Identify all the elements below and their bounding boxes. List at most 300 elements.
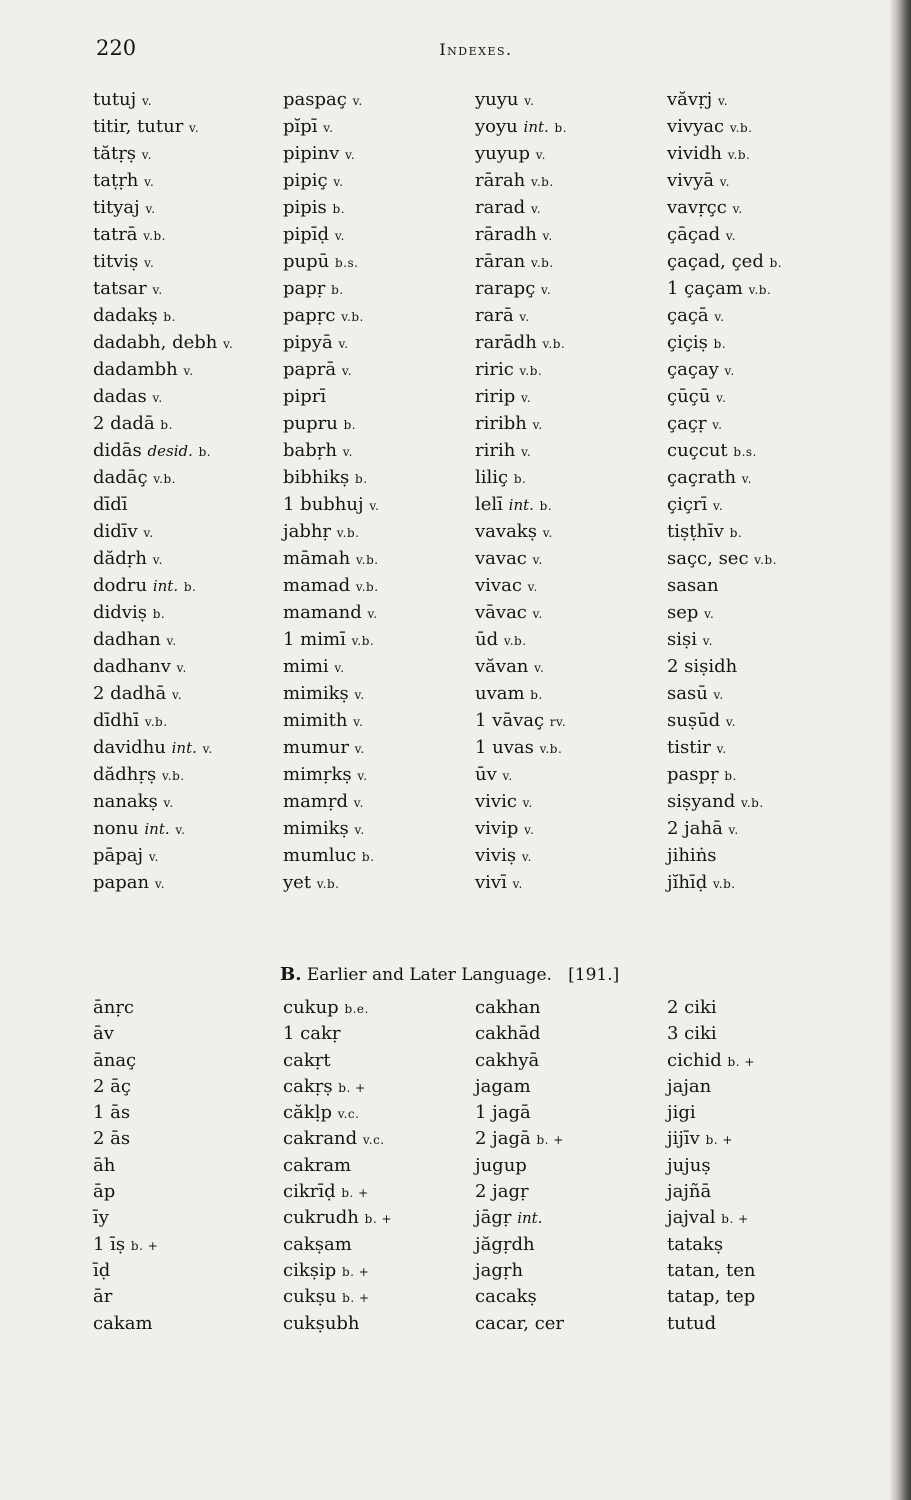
entry-source-mark: v. — [141, 148, 152, 162]
entry-source-mark: v. — [352, 94, 363, 108]
entry-word: sasū — [667, 683, 708, 704]
entry-source-mark: b.s. — [733, 445, 757, 459]
sec1-column-2 — [283, 86, 379, 896]
index-entry — [93, 707, 233, 734]
index-entry — [283, 680, 379, 707]
index-entry — [475, 869, 567, 896]
page-edge-shadow — [889, 0, 911, 1500]
entry-source-mark: v. — [341, 364, 353, 378]
entry-word: viviṣ — [475, 845, 517, 866]
index-entry — [93, 302, 233, 329]
entry-source-mark: v. — [141, 94, 153, 108]
entry-word: tatap, tep — [667, 1286, 756, 1308]
entry-italic-note: int. — [517, 1209, 543, 1228]
entry-source-mark: b. — [343, 418, 357, 432]
entry-word: jagam — [475, 1075, 531, 1097]
entry-word: pipyā — [283, 332, 333, 353]
entry-word: 2 jagṛ — [475, 1181, 529, 1203]
entry-source-mark: v.b. — [531, 175, 554, 189]
entry-word: mamand — [283, 602, 362, 623]
entry-word: pāpaj — [93, 845, 144, 866]
index-entry — [475, 1311, 564, 1337]
entry-source-mark: v. — [534, 661, 545, 675]
index-entry — [93, 653, 233, 680]
entry-source-mark: v. — [323, 121, 334, 135]
entry-word: jabhṛ — [283, 521, 332, 542]
index-entry — [667, 86, 782, 113]
entry-word: paprā — [283, 359, 337, 380]
entry-word: papan — [93, 872, 150, 893]
index-entry — [475, 1284, 564, 1310]
entry-source-mark: v.b. — [748, 283, 772, 297]
index-entry — [283, 275, 379, 302]
index-entry — [475, 1232, 564, 1258]
entry-word: dīdhī — [93, 710, 140, 731]
entry-word: ririh — [475, 440, 516, 461]
entry-source-mark: v.b. — [351, 634, 375, 648]
index-entry — [93, 680, 233, 707]
entry-source-mark: b. — [183, 580, 197, 594]
index-entry — [475, 1021, 564, 1047]
index-entry — [475, 167, 567, 194]
entry-word: vavakṣ — [475, 521, 537, 542]
entry-word: pupru — [283, 413, 338, 434]
index-entry — [283, 464, 379, 491]
entry-source-mark: v. — [704, 607, 715, 621]
entry-word: dădṛh — [93, 548, 147, 569]
entry-source-mark: v. — [713, 688, 724, 702]
entry-source-mark: b. + — [342, 1264, 370, 1279]
index-entry — [283, 248, 379, 275]
index-entry — [667, 464, 782, 491]
entry-source-mark: v.b. — [144, 715, 168, 729]
index-entry — [283, 1100, 392, 1126]
index-entry — [667, 491, 782, 518]
entry-word: cukrudh — [283, 1207, 359, 1229]
entry-word: mumluc — [283, 845, 357, 866]
entry-source-mark: v.b. — [542, 337, 566, 351]
index-entry — [283, 410, 379, 437]
entry-word: mimṛkṣ — [283, 764, 352, 785]
entry-source-mark: v. — [354, 742, 365, 756]
index-entry — [283, 491, 379, 518]
index-entry — [475, 275, 567, 302]
entry-source-mark: v. — [163, 796, 174, 810]
entry-word: pipis — [283, 197, 327, 218]
entry-word: rārah — [475, 170, 526, 191]
entry-word: liliç — [475, 467, 509, 488]
entry-word: cakṛt — [283, 1049, 331, 1071]
entry-word: pipiç — [283, 170, 328, 191]
index-entry — [93, 464, 233, 491]
running-head: Indexes. — [439, 40, 513, 59]
index-entry — [475, 1048, 564, 1074]
entry-word: siṣi — [667, 629, 697, 650]
index-entry — [667, 626, 782, 653]
entry-source-mark: v. — [535, 148, 546, 162]
index-entry — [475, 599, 567, 626]
entry-word: yuyu — [475, 89, 519, 110]
entry-word: 2 jagā — [475, 1128, 531, 1150]
sec1-column-4 — [667, 86, 782, 896]
index-entry — [475, 329, 567, 356]
index-entry — [93, 194, 233, 221]
entry-word: tutud — [667, 1312, 717, 1334]
entry-source-mark: v. — [334, 661, 345, 675]
index-entry — [667, 842, 782, 869]
index-entry — [93, 356, 233, 383]
entry-source-mark: v. — [741, 472, 752, 486]
entry-source-mark: b.s. — [334, 256, 359, 270]
entry-source-mark: v.b. — [341, 310, 364, 324]
entry-word: dadāç — [93, 467, 148, 488]
entry-source-mark: v. — [334, 229, 345, 243]
entry-source-mark: v. — [520, 391, 532, 405]
index-entry — [475, 572, 567, 599]
index-entry — [667, 815, 782, 842]
page-number: 220 — [96, 36, 137, 60]
entry-source-mark: v.b. — [355, 553, 379, 567]
index-entry — [283, 1048, 392, 1074]
entry-word: īy — [93, 1207, 109, 1229]
index-entry — [667, 356, 782, 383]
entry-word: tatsar — [93, 278, 147, 299]
entry-source-mark: v. — [152, 391, 163, 405]
sec2-column-1 — [93, 995, 158, 1337]
entry-word: paspaç — [283, 89, 347, 110]
entry-word: çiçiṣ — [667, 332, 708, 353]
entry-word: văvan — [475, 656, 529, 677]
entry-source-mark: v. — [502, 769, 513, 783]
entry-word: ānaç — [93, 1049, 137, 1071]
entry-word: vivī — [475, 872, 507, 893]
entry-word: cuçcut — [667, 440, 728, 461]
entry-source-mark: v. — [530, 202, 542, 216]
entry-word: çaçad, çed — [667, 251, 764, 272]
entry-word: 2 siṣidh — [667, 656, 738, 677]
entry-word: mimikṣ — [283, 818, 349, 839]
entry-source-mark: v.c. — [362, 1133, 385, 1148]
entry-word: didīv — [93, 521, 138, 542]
entry-word: mamad — [283, 575, 351, 596]
index-entry — [667, 329, 782, 356]
index-entry — [667, 221, 782, 248]
entry-source-mark: v.b. — [712, 877, 736, 891]
entry-source-mark: v. — [338, 337, 349, 351]
index-entry — [475, 1100, 564, 1126]
index-entry — [667, 1284, 755, 1310]
entry-italic-note: int. — [152, 577, 179, 595]
entry-word: 1 ās — [93, 1102, 131, 1124]
entry-source-mark: v. — [223, 337, 234, 351]
entry-source-mark: v. — [718, 94, 729, 108]
index-entry — [667, 113, 782, 140]
entry-word: cakhād — [475, 1023, 541, 1045]
entry-source-mark: b. — [160, 418, 173, 432]
index-entry — [283, 1232, 392, 1258]
entry-word: rarad — [475, 197, 526, 218]
entry-word: căkḷp — [283, 1102, 332, 1124]
index-entry — [283, 599, 379, 626]
entry-italic-note: desid. — [147, 442, 193, 460]
entry-source-mark: v. — [542, 526, 553, 540]
entry-word: yoyu — [475, 116, 518, 137]
entry-source-mark: v. — [521, 445, 532, 459]
index-entry — [667, 167, 782, 194]
entry-word: cakram — [283, 1154, 352, 1176]
index-entry — [475, 680, 567, 707]
entry-word: āp — [93, 1181, 116, 1203]
index-entry — [475, 410, 567, 437]
index-entry — [93, 383, 233, 410]
entry-word: jugup — [475, 1154, 527, 1176]
entry-source-mark: v.b. — [539, 742, 563, 756]
entry-source-mark: v. — [345, 148, 356, 162]
entry-source-mark: v. — [152, 283, 163, 297]
entry-word: saçc, sec — [667, 548, 749, 569]
entry-source-mark: v.b. — [531, 256, 554, 270]
entry-word: lelī — [475, 494, 503, 515]
entry-word: tatan, ten — [667, 1259, 756, 1281]
entry-word: vivip — [475, 818, 519, 839]
entry-word: vavac — [475, 548, 527, 569]
index-entry — [283, 572, 379, 599]
index-entry — [667, 995, 755, 1021]
entry-word: rāradh — [475, 224, 537, 245]
index-entry — [475, 707, 567, 734]
index-entry — [93, 1048, 158, 1074]
entry-word: papṛ — [283, 278, 326, 299]
entry-word: çaçṛ — [667, 413, 707, 434]
index-entry — [475, 1126, 564, 1152]
entry-source-mark: b. — [163, 310, 176, 324]
entry-word: 3 ciki — [667, 1023, 717, 1045]
entry-source-mark: v. — [183, 364, 194, 378]
entry-source-mark: v. — [719, 175, 730, 189]
index-entry — [475, 653, 567, 680]
entry-word: rarapç — [475, 278, 536, 299]
entry-source-mark: b. + — [727, 1054, 755, 1069]
entry-word: 2 āç — [93, 1075, 131, 1097]
entry-source-mark: b. — [513, 472, 527, 486]
entry-italic-note: int. — [171, 739, 197, 757]
index-entry — [667, 788, 782, 815]
entry-word: tutuj — [93, 89, 137, 110]
entry-italic-note: int. — [523, 118, 549, 136]
index-entry — [93, 1021, 158, 1047]
entry-source-mark: v. — [522, 796, 533, 810]
index-entry — [93, 437, 233, 464]
index-entry — [667, 518, 782, 545]
entry-source-mark: b. + — [536, 1133, 564, 1148]
index-entry — [93, 761, 233, 788]
index-entry — [93, 140, 233, 167]
index-entry — [283, 194, 379, 221]
entry-word: çiçrī — [667, 494, 708, 515]
sec2-column-2 — [283, 995, 392, 1337]
index-entry — [93, 1153, 158, 1179]
index-entry — [475, 140, 567, 167]
index-entry — [667, 1074, 755, 1100]
entry-word: pĭpī — [283, 116, 318, 137]
index-entry — [667, 1048, 755, 1074]
index-entry — [283, 707, 379, 734]
index-entry — [93, 545, 233, 572]
entry-word: 1 jagā — [475, 1102, 531, 1124]
index-entry — [93, 995, 158, 1021]
index-entry — [667, 383, 782, 410]
entry-source-mark: v. — [357, 769, 368, 783]
index-entry — [93, 626, 233, 653]
entry-word: jajval — [667, 1207, 716, 1229]
entry-word: dīdī — [93, 494, 128, 515]
entry-word: piprī — [283, 386, 327, 407]
entry-word: tityaj — [93, 197, 140, 218]
entry-word: jajan — [667, 1075, 712, 1097]
index-entry — [283, 383, 379, 410]
index-entry — [667, 140, 782, 167]
index-entry — [667, 410, 782, 437]
sec2-column-3 — [475, 995, 564, 1337]
entry-word: 2 ās — [93, 1128, 131, 1150]
index-entry — [283, 1258, 392, 1284]
entry-source-mark: rv. — [549, 715, 567, 729]
entry-source-mark: b. + — [721, 1212, 749, 1227]
index-entry — [283, 221, 379, 248]
index-entry — [93, 491, 233, 518]
entry-source-mark: v. — [354, 823, 365, 837]
index-entry — [283, 734, 379, 761]
entry-word: rarā — [475, 305, 514, 326]
entry-word: nonu — [93, 818, 139, 839]
index-entry — [475, 1074, 564, 1100]
section-b-ref: [191.] — [568, 965, 620, 985]
entry-word: dădhṛṣ — [93, 764, 157, 785]
index-entry — [475, 1179, 564, 1205]
index-entry — [667, 545, 782, 572]
index-entry — [667, 437, 782, 464]
entry-word: 2 dadhā — [93, 683, 167, 704]
index-entry — [475, 491, 567, 518]
index-entry — [283, 1126, 392, 1152]
index-entry — [283, 518, 379, 545]
entry-source-mark: v.b. — [754, 553, 777, 567]
entry-word: siṣyand — [667, 791, 736, 812]
entry-source-mark: v. — [702, 634, 713, 648]
entry-word: jagṛh — [475, 1259, 524, 1281]
index-entry — [475, 248, 567, 275]
index-entry — [283, 437, 379, 464]
index-entry — [93, 1232, 158, 1258]
index-entry — [667, 761, 782, 788]
index-entry — [475, 1258, 564, 1284]
entry-source-mark: v.b. — [355, 580, 379, 594]
index-entry — [283, 1074, 392, 1100]
entry-source-mark: v. — [712, 418, 723, 432]
index-entry — [667, 599, 782, 626]
index-entry — [283, 356, 379, 383]
index-entry — [667, 572, 782, 599]
entry-word: taṭṛh — [93, 170, 139, 191]
index-entry — [283, 1021, 392, 1047]
index-entry — [667, 1232, 755, 1258]
entry-word: jāgṛ — [475, 1207, 512, 1229]
entry-word: 1 bubhuj — [283, 494, 364, 515]
index-entry — [93, 869, 233, 896]
entry-word: dadakṣ — [93, 305, 158, 326]
entry-word: 1 mimī — [283, 629, 346, 650]
entry-source-mark: v.b. — [336, 526, 360, 540]
entry-source-mark: v. — [353, 715, 364, 729]
entry-word: vividh — [667, 143, 722, 164]
entry-source-mark: b. — [769, 256, 783, 270]
entry-word: mimi — [283, 656, 329, 677]
entry-source-mark: v.b. — [316, 877, 340, 891]
entry-word: cikṣip — [283, 1259, 337, 1281]
index-entry — [667, 248, 782, 275]
entry-word: ūv — [475, 764, 497, 785]
entry-word: cakṣam — [283, 1233, 352, 1255]
index-entry — [93, 113, 233, 140]
entry-word: āv — [93, 1023, 114, 1045]
index-entry — [475, 995, 564, 1021]
entry-word: vivic — [475, 791, 517, 812]
entry-source-mark: v. — [521, 850, 532, 864]
entry-word: yuyup — [475, 143, 531, 164]
entry-source-mark: v.b. — [503, 634, 527, 648]
index-entry — [283, 626, 379, 653]
entry-word: didās — [93, 440, 142, 461]
entry-word: riribh — [475, 413, 527, 434]
entry-word: jĭhīḍ — [667, 872, 708, 893]
entry-word: jihiṅs — [667, 845, 717, 866]
entry-word: pipinv — [283, 143, 340, 164]
entry-source-mark: v. — [175, 823, 186, 837]
entry-source-mark: v. — [532, 607, 543, 621]
index-entry — [475, 464, 567, 491]
entry-word: 1 çaçam — [667, 278, 743, 299]
entry-word: vāvac — [475, 602, 527, 623]
entry-source-mark: v. — [202, 742, 213, 756]
index-entry — [475, 1205, 564, 1231]
index-entry — [475, 626, 567, 653]
index-entry — [667, 275, 782, 302]
entry-word: sasan — [667, 575, 719, 596]
index-entry — [283, 653, 379, 680]
index-entry — [475, 302, 567, 329]
index-entry — [667, 194, 782, 221]
entry-source-mark: v. — [532, 553, 543, 567]
entry-source-mark: v. — [527, 580, 538, 594]
entry-source-mark: b. — [198, 445, 212, 459]
entry-word: jajñā — [667, 1181, 712, 1203]
entry-word: davidhu — [93, 737, 166, 758]
entry-source-mark: v. — [143, 526, 154, 540]
entry-word: dadambh — [93, 359, 178, 380]
entry-word: 1 cakṛ — [283, 1023, 341, 1045]
index-entry — [283, 815, 379, 842]
index-entry — [667, 869, 782, 896]
index-entry — [93, 86, 233, 113]
entry-word: vavṛçc — [667, 197, 727, 218]
index-entry — [93, 1258, 158, 1284]
index-entry — [93, 788, 233, 815]
entry-italic-note: int. — [144, 820, 170, 838]
entry-source-mark: b. + — [130, 1238, 159, 1253]
index-entry — [475, 221, 567, 248]
entry-word: 1 īṣ — [93, 1233, 126, 1255]
entry-word: paspṛ — [667, 764, 719, 785]
